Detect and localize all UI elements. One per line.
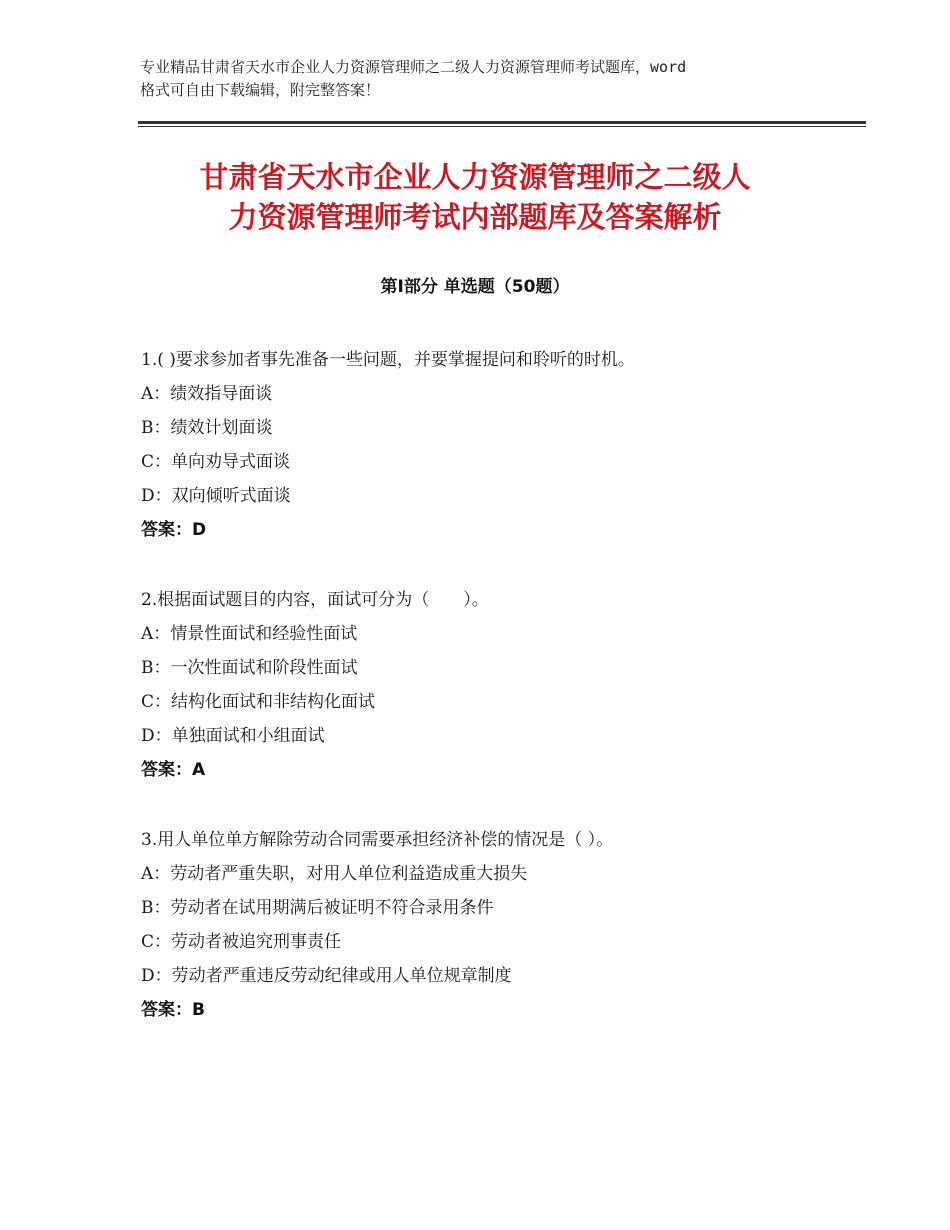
question-stem: 3.用人单位单方解除劳动合同需要承担经济补偿的情况是（ ）。 [141, 830, 614, 850]
document-title [120, 157, 830, 237]
option-c: C：单向劝导式面谈 [141, 452, 291, 472]
question-3 [141, 823, 841, 1027]
question-2 [141, 583, 841, 787]
question-1 [141, 343, 841, 547]
option-c: C：劳动者被追究刑事责任 [141, 932, 342, 952]
option-c: C：结构化面试和非结构化面试 [141, 692, 376, 712]
option-a: A：劳动者严重失职，对用人单位利益造成重大损失 [141, 864, 528, 884]
answer: 答案：A [141, 760, 206, 780]
document-title-line-1: 甘肃省天水市企业人力资源管理师之二级人 [199, 160, 751, 194]
option-d: D：双向倾听式面谈 [141, 486, 291, 506]
header-note-line-2: 格式可自由下载编辑，附完整答案！ [140, 81, 381, 99]
option-d: D：单独面试和小组面试 [141, 726, 325, 746]
document-title-line-2: 力资源管理师考试内部题库及答案解析 [228, 200, 722, 234]
option-a: A：绩效指导面谈 [141, 384, 273, 404]
header-note-line-1: 专业精品甘肃省天水市企业人力资源管理师之二级人力资源管理师考试题库，word [140, 58, 687, 76]
section-title: 第Ⅰ部分 单选题（50题） [380, 277, 570, 297]
question-stem: 2.根据面试题目的内容，面试可分为（ ）。 [141, 590, 489, 610]
option-b: B：一次性面试和阶段性面试 [141, 658, 358, 678]
question-stem: 1.( )要求参加者事先准备一些问题，并要掌握提问和聆听的时机。 [141, 350, 635, 370]
question-list [141, 343, 841, 1063]
header-divider-thick [138, 121, 866, 124]
option-d: D：劳动者严重违反劳动纪律或用人单位规章制度 [141, 966, 512, 986]
option-b: B：劳动者在试用期满后被证明不符合录用条件 [141, 898, 494, 918]
header-note [140, 56, 830, 102]
answer: 答案：D [141, 520, 207, 540]
header-divider-thin [138, 126, 866, 127]
answer: 答案：B [141, 1000, 205, 1020]
option-b: B：绩效计划面谈 [141, 418, 273, 438]
option-a: A：情景性面试和经验性面试 [141, 624, 358, 644]
